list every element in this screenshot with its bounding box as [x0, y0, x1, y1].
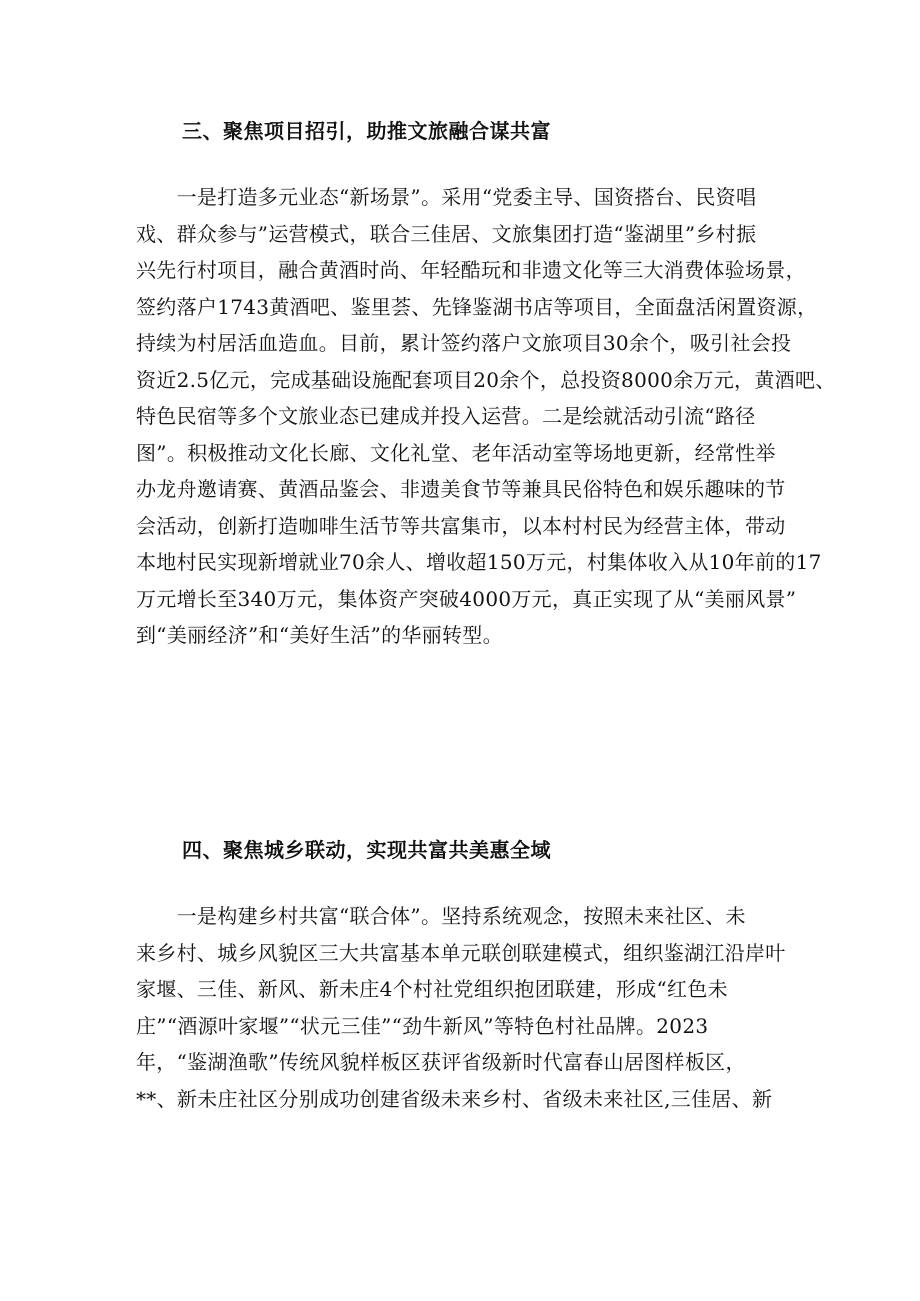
text-line: 万元增长至340万元，集体资产突破4000万元，真正实现了从“美丽风景” [136, 586, 797, 611]
text-line: 到“美丽经济”和“美好生活”的华丽转型。 [136, 623, 503, 647]
text-line: 来乡村、城乡风貌区三大共富基本单元联创联建模式，组织鉴湖江沿岸叶 [136, 940, 786, 965]
text-line: 会活动，创新打造咖啡生活节等共富集市，以本村村民为经营主体，带动 [136, 513, 786, 538]
section-3-paragraph [136, 185, 836, 662]
section-4-paragraph [136, 906, 796, 1125]
text-line: 一是打造多元业态“新场景”。采用“党委主导、国资搭台、民资唱 [136, 185, 757, 209]
text-line: 戏、群众参与”运营模式，联合三佳居、文旅集团打造“鉴湖里”乡村振 [136, 221, 757, 246]
text-line: 家堰、三佳、新风、新未庄4个村社党组织抱团联建，形成“红色未 [136, 977, 728, 1001]
section-heading-4: 四、聚焦城乡联动，实现共富共美惠全域 [182, 838, 551, 862]
text-line: 特色民宿等多个文旅业态已建成并投入运营。二是绘就活动引流“路径 [136, 404, 756, 428]
text-line: 办龙舟邀请赛、黄酒品鉴会、非遗美食节等兼具民俗特色和娱乐趣味的节 [136, 477, 786, 501]
text-line: 兴先行村项目，融合黄酒时尚、年轻酷玩和非遗文化等三大消费体验场景， [136, 258, 806, 282]
text-line: 签约落户1743黄酒吧、鉴里荟、先锋鉴湖书店等项目，全面盘活闲置资源， [136, 294, 818, 319]
text-line: 本地村民实现新增就业70余人、增收超150万元，村集体收入从10年前的17 [136, 550, 822, 574]
text-line: 年，“鉴湖渔歌”传统风貌样板区获评省级新时代富春山居图样板区， [136, 1050, 746, 1074]
text-line: 持续为村居活血造血。目前，累计签约落户文旅项目30余个，吸引社会投 [136, 331, 792, 355]
text-line: 资近2.5亿元，完成基础设施配套项目20余个，总投资8000余万元，黄酒吧、 [136, 367, 836, 392]
text-line: 庄”“酒源叶家堰”“状元三佳”“劲牛新风”等特色村社品牌。2023 [136, 1013, 709, 1038]
text-line: 一是构建乡村共富“联合体”。坚持系统观念，按照未来社区、未 [136, 904, 746, 928]
text-line: **、新未庄社区分别成功创建省级未来乡村、省级未来社区,三佳居、新 [136, 1086, 773, 1111]
text-line: 图”。积极推动文化长廊、文化礼堂、老年活动室等场地更新，经常性举 [136, 440, 776, 465]
section-heading-3: 三、聚焦项目招引，助推文旅融合谋共富 [182, 119, 551, 143]
